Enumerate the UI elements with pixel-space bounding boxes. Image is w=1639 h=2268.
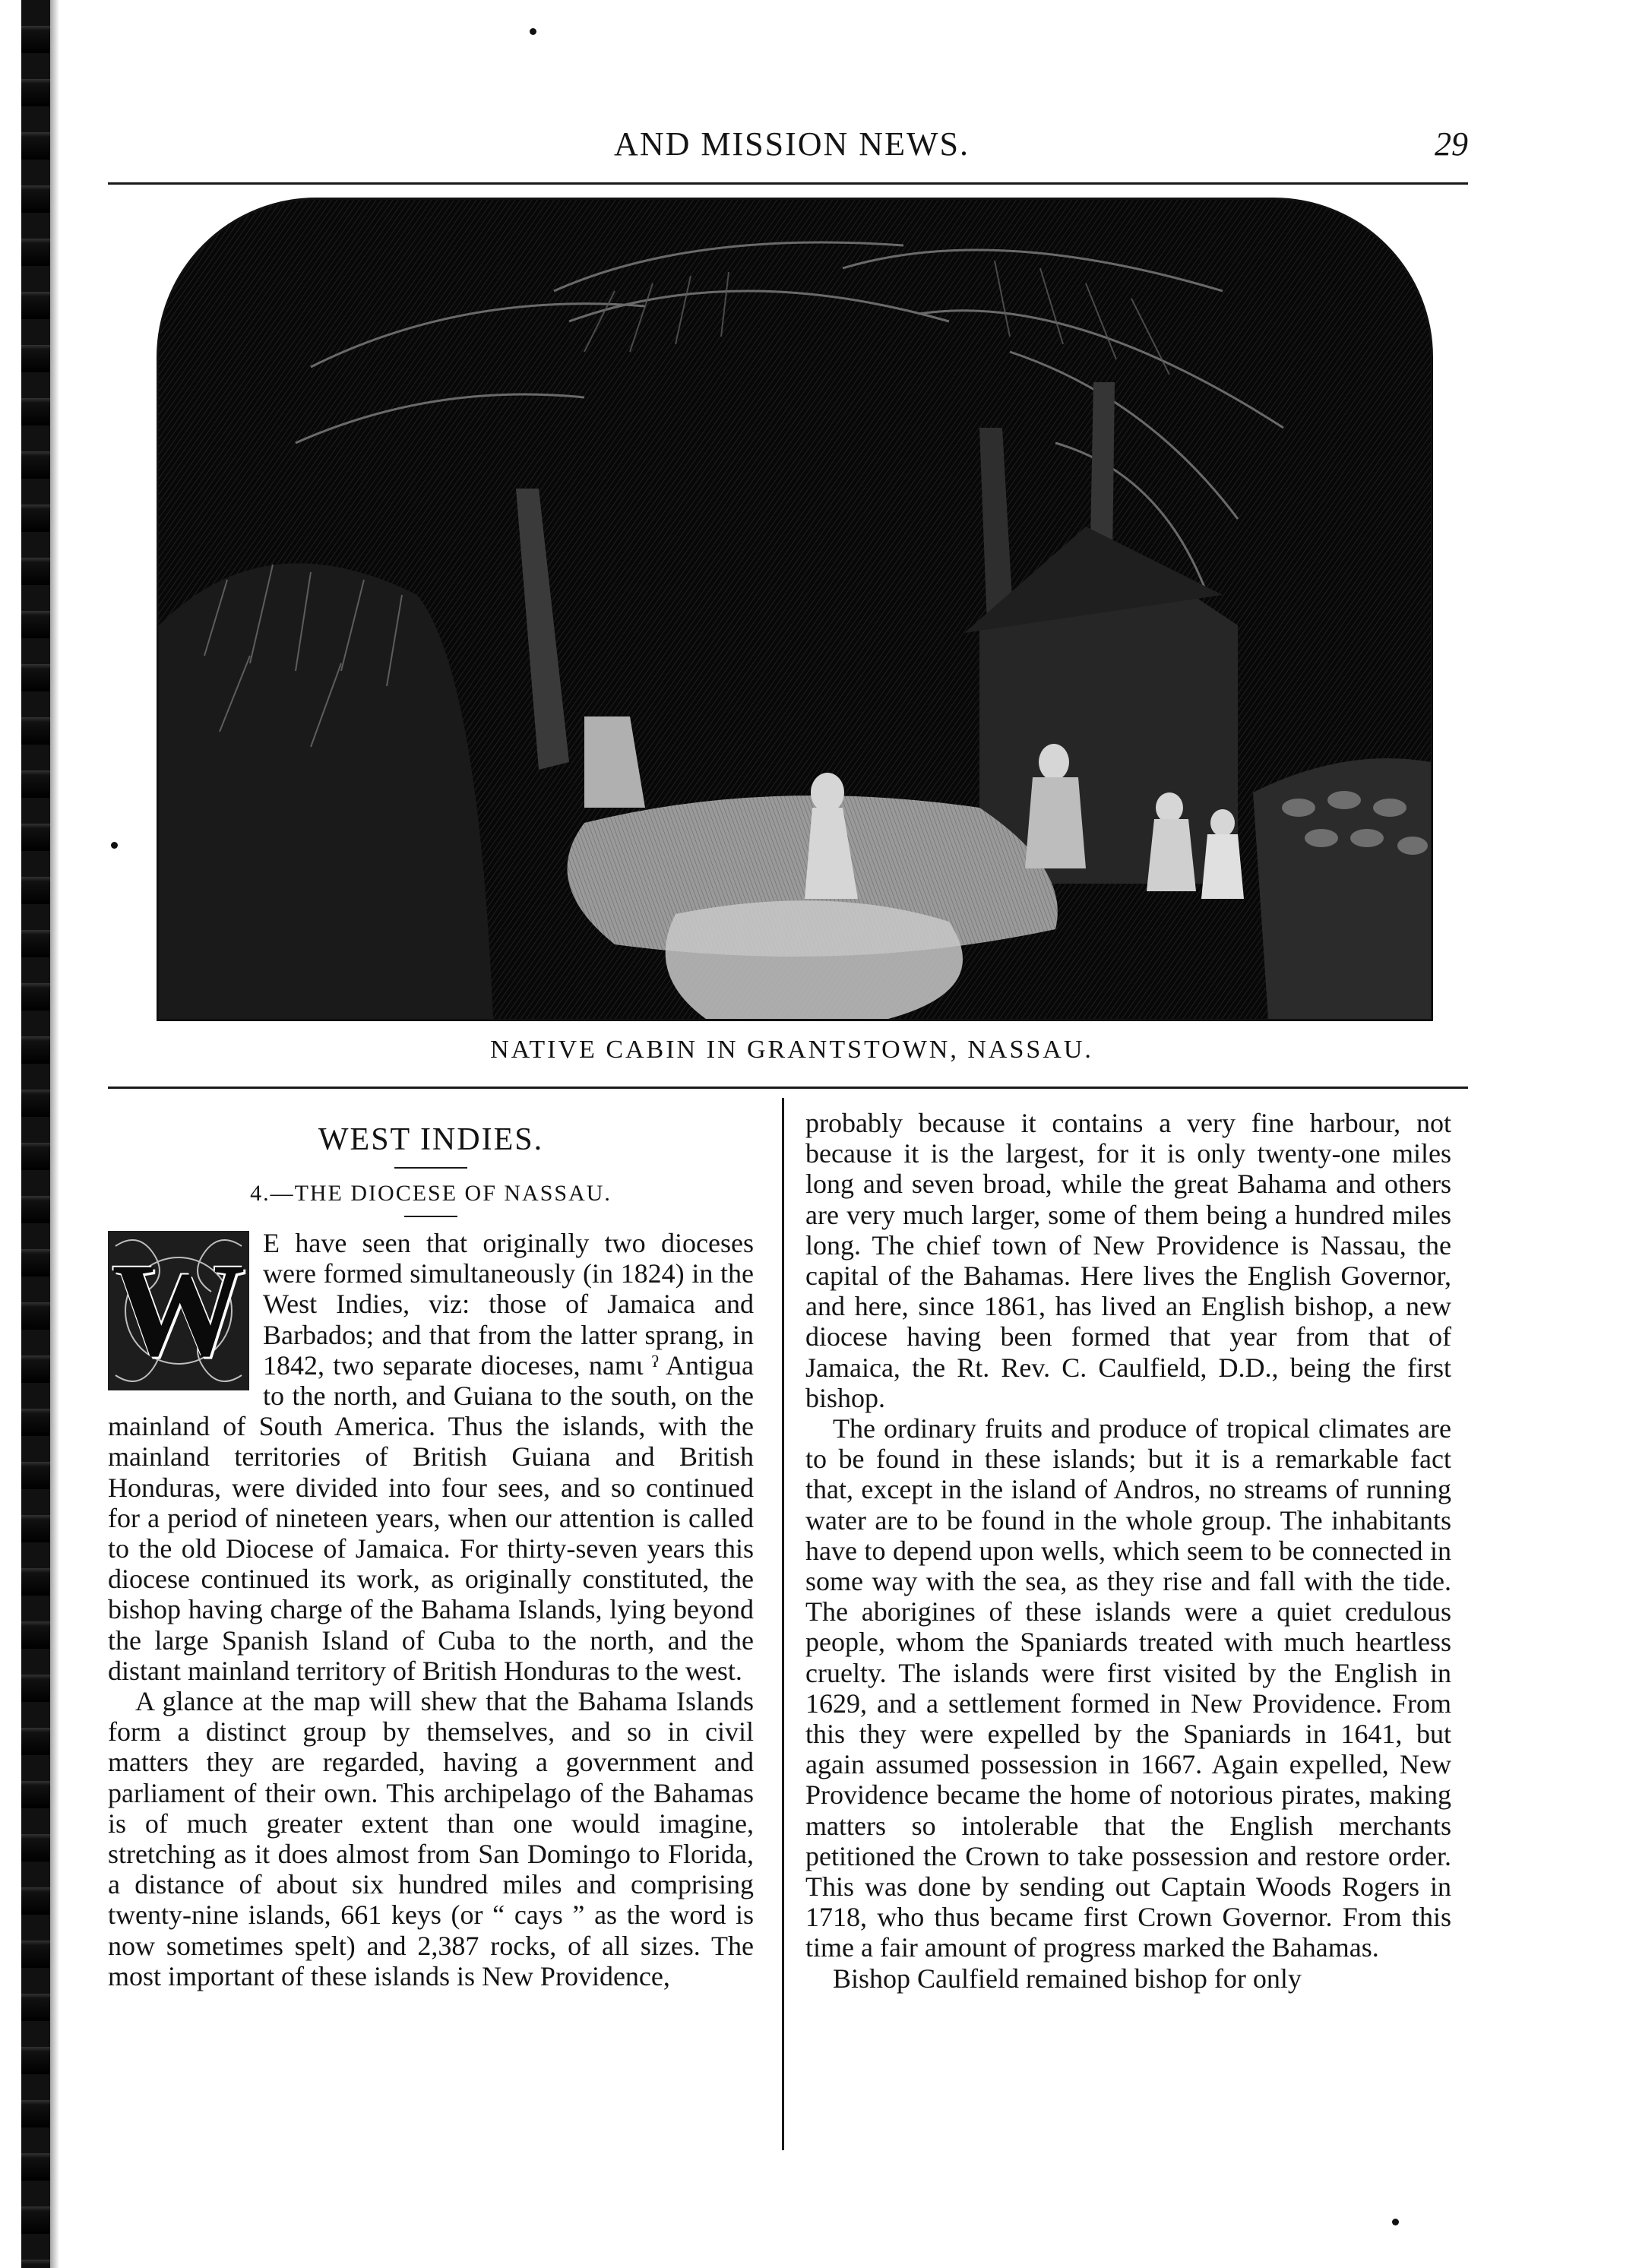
page-number: 29 <box>1435 125 1468 163</box>
paragraph: A glance at the map will shew that the Bahama Islands form a distinct group by themselves, and so in civil matters they are regarded, having a government and parliament of their own. This archipelago of the Bahamas is of much greater extent than one would imagine, stretching as it does almost from San Domingo to Florida, a distance of about six hundred miles and comprising twenty-nine islands, 661 keys (or “ cays ” as the word is now sometimes spelt) and 2,387 rocks, of all sizes. The most important of these islands is New Providence, <box>108 1686 754 1991</box>
page-header <box>115 120 1468 184</box>
ink-speck <box>111 842 118 849</box>
drop-cap-letter: W <box>112 1236 245 1384</box>
paragraph: probably because it contains a very fine harbour, not because it is the largest, for it is only twenty-one miles long and seven broad, while the great Bahama and others are very much larger, some of them being a hundred miles long. The chief town of New Providence is Nassau, the capital of the Bahamas. Here lives the English Governor, and here, since 1861, has lived an English bishop, a new diocese having been formed that year from that of Jamaica, the Rt. Rev. C. Caulfield, D.D., being the first bishop. <box>805 1108 1451 1413</box>
left-column <box>108 1108 754 1991</box>
illustration-caption: NATIVE CABIN IN GRANTSTOWN, NASSAU. <box>490 1036 1093 1064</box>
paragraph: E have seen that originally two dioceses were formed simultaneously (in 1824) in the West Indies, viz: those of Jamaica and Barbados; and that from the latter sprang, in 1842, two separate dioceses, namɩ ˀ Antigua to the north, and Guiana to the south, on the mainland of South America. Thus the islands, with the mainland territories of British Guiana and British Honduras, were divided into four sees, and so continued for a period of nineteen years, when our attention is called to the old Diocese of Jamaica. For thirty-seven years this diocese continued its work, as originally constituted, the bishop having charge of the Bahama Islands, lying beyond the large Spanish Island of Cuba to the north, and the distant mainland territory of British Honduras to the west. <box>108 1228 754 1686</box>
ink-speck <box>530 28 536 35</box>
right-column <box>805 1108 1451 1994</box>
ink-speck <box>1392 2219 1399 2225</box>
running-title: AND MISSION NEWS. <box>614 125 970 163</box>
header-rule <box>108 182 1468 185</box>
title-rule <box>394 1167 467 1169</box>
engraving-native-cabin <box>157 198 1433 1021</box>
ornamental-drop-cap <box>108 1231 249 1390</box>
subsection-rule <box>404 1216 457 1217</box>
page-binding-edge <box>21 0 50 2268</box>
section-title: WEST INDIES. <box>318 1122 544 1157</box>
paragraph: Bishop Caulfield remained bishop for only <box>833 1963 1302 1994</box>
paragraph: The ordinary fruits and produce of tropical climates are to be found in these islands; but it is a remarkable fact that, except in the island of Andros, no streams of running water are to be found in the whole group. The inhabitants have to depend upon wells, which seem to be connected in some way with the sea, as they rise and fall with the tide. The aborigines of these islands were a quiet credulous people, whom the Spaniards treated with much heartless cruelty. The islands were first visited by the English in 1629, and a settlement formed in New Providence. From this they were expelled by the Spaniards in 1641, but again assumed possession in 1667. Again expelled, New Providence became the home of notorious pirates, making matters so intolerable that the English merchants petitioned the Crown to take possession and restore order. This was done by sending out Captain Woods Rogers in 1718, who thus became first Crown Governor. From this time a fair amount of progress marked the Bahamas. <box>805 1413 1451 1963</box>
column-divider <box>782 1098 784 2150</box>
subsection-title: 4.—THE DIOCESE OF NASSAU. <box>250 1181 612 1206</box>
caption-rule <box>108 1087 1468 1089</box>
